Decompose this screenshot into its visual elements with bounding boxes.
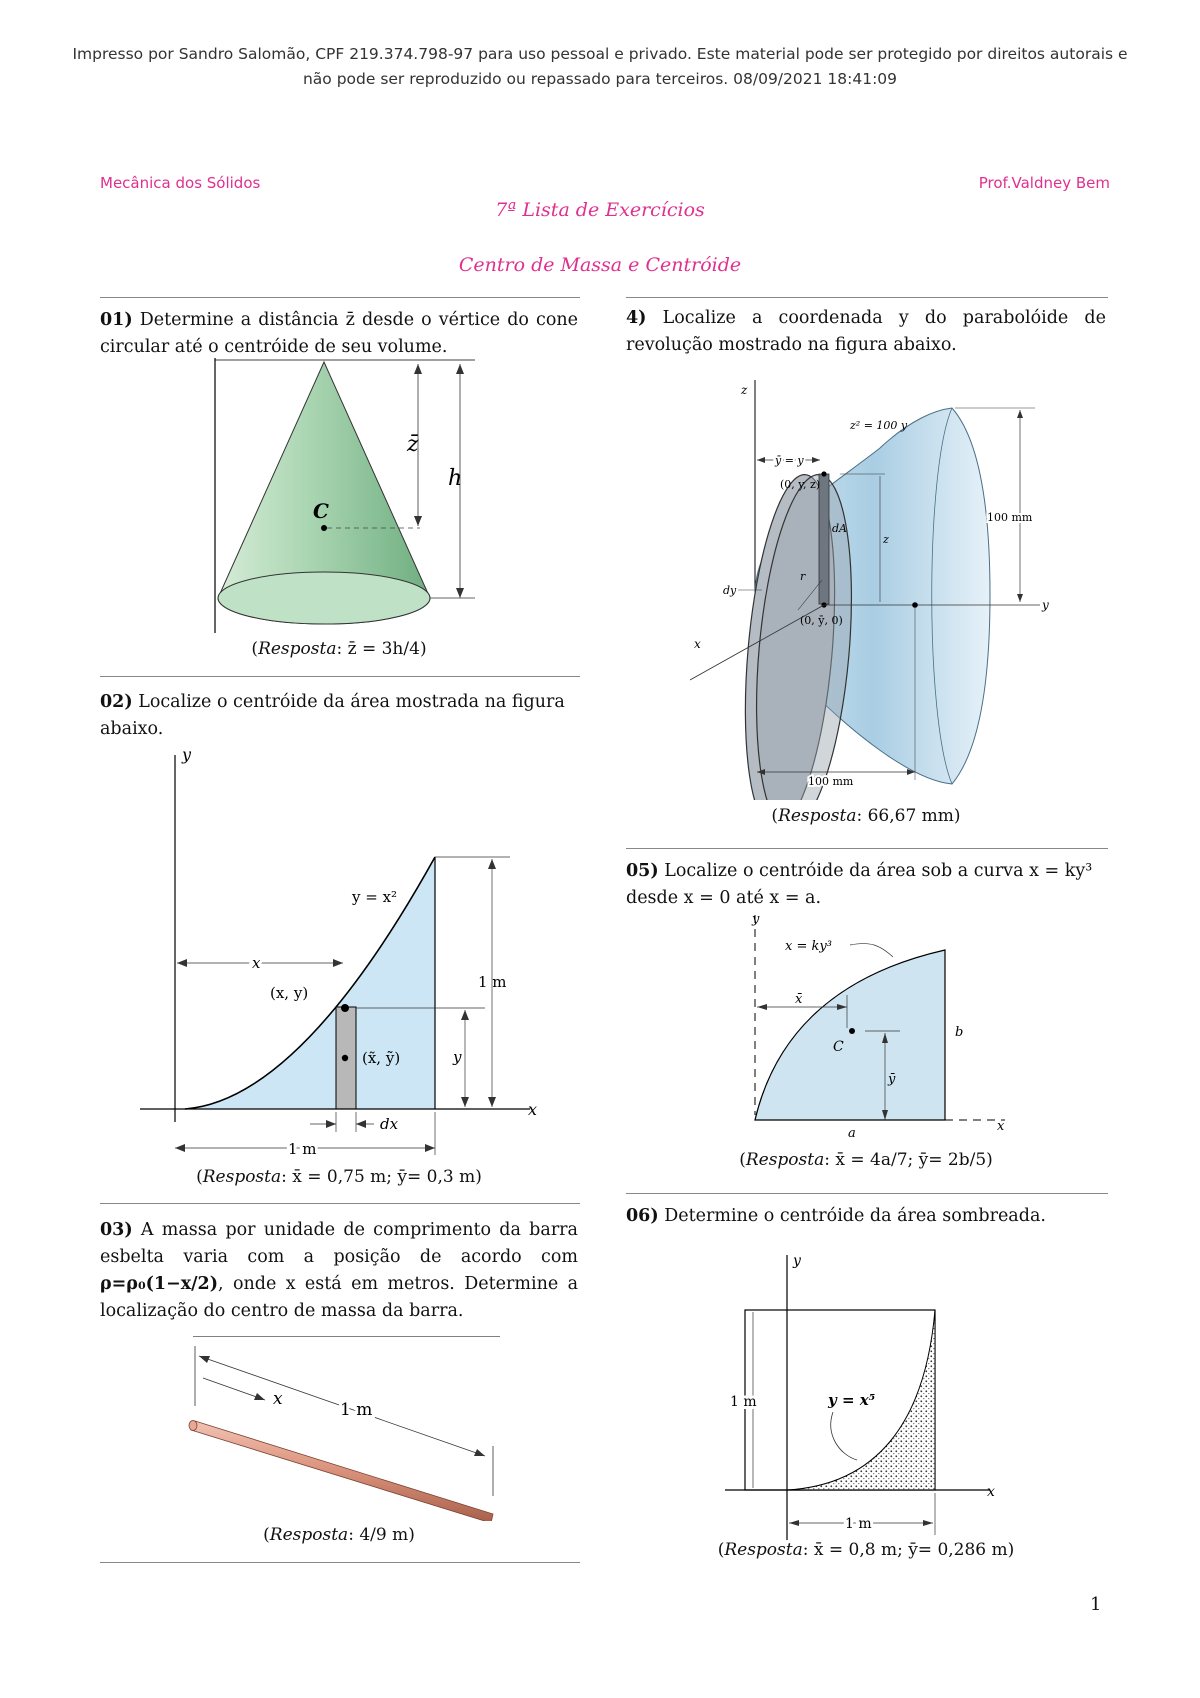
problem-04: [626, 305, 1106, 359]
problem-03: [100, 1217, 578, 1325]
label-100mm-width: 100 mm: [808, 775, 854, 788]
paraboloid-figure: [690, 380, 1060, 800]
area-ky3-figure: [745, 915, 1015, 1140]
problem-text: Determine a distância z̄ desde o vértice do cone circular até o centróide de seu volume.: [100, 310, 578, 357]
problem-number: 4): [626, 308, 647, 328]
rule-right-1: [626, 848, 1108, 849]
label-1m: 1 m: [340, 1400, 373, 1420]
watermark-line-2: não pode ser reproduzido ou repassado para terceiros. 08/09/2021 18:41:09: [302, 70, 898, 88]
label-centroid-element: (x̃, ỹ): [362, 1049, 401, 1067]
problem-text: Determine o centróide da área sombreada.: [664, 1206, 1046, 1226]
axis-label-z: z: [741, 383, 748, 397]
answer-03: (Resposta: 4/9 m): [263, 1525, 415, 1545]
label-dy: dy: [723, 584, 737, 597]
axis-label-x: x: [987, 1484, 995, 1500]
problem-06: [626, 1203, 1106, 1230]
label-c: C: [313, 499, 329, 523]
label-point-xy: (x, y): [270, 984, 309, 1002]
answer-01: (Resposta: z̄ = 3h/4): [251, 639, 427, 659]
rule-left-top: [100, 297, 580, 298]
label-xbar: x̄: [795, 992, 803, 1007]
axis-label-y: y: [182, 745, 192, 764]
rule-left-bottom: [100, 1562, 580, 1563]
problem-number: 03): [100, 1220, 133, 1240]
problem-05: [626, 858, 1106, 912]
axis-label-y: y: [1042, 598, 1049, 612]
label-z-height: z: [883, 533, 889, 546]
answer-06: (Resposta: x̄ = 0,8 m; ȳ= 0,286 m): [717, 1540, 1015, 1560]
rule-right-top: [626, 297, 1108, 298]
axis-label-x: x: [997, 1119, 1005, 1134]
problem-number: 02): [100, 692, 133, 712]
label-1m-height: 1 m: [478, 973, 507, 991]
rule-right-2: [626, 1193, 1108, 1194]
label-point: (0, y, z): [780, 478, 821, 491]
problem-number: 06): [626, 1206, 659, 1226]
axis-label-x: x: [528, 1100, 538, 1119]
problem-02: [100, 689, 578, 743]
answer-05: (Resposta: x̄ = 4a/7; ȳ= 2b/5): [739, 1150, 993, 1170]
watermark-line-1: Impresso por Sandro Salomão, CPF 219.374.798-97 para uso pessoal e privado. Este material pode ser protegido por direitos autorais e: [72, 45, 1128, 63]
rule-left-1: [100, 676, 580, 677]
watermark: [0, 42, 1200, 92]
page-number: 1: [1090, 1594, 1102, 1615]
label-dx: dx: [380, 1115, 399, 1133]
label-1m-height: 1 m: [730, 1394, 757, 1410]
axis-label-y: y: [793, 1255, 801, 1269]
area-x2-figure: [140, 740, 550, 1160]
problem-number: 05): [626, 861, 659, 881]
problem-number: 01): [100, 310, 133, 330]
course-name: Mecânica dos Sólidos: [100, 174, 261, 192]
label-y-height: y: [453, 1048, 462, 1066]
rule-left-2: [100, 1203, 580, 1204]
page-title: 7ª Lista de Exercícios: [495, 199, 705, 221]
problem-text-a: A massa por unidade de comprimento da barra esbelta varia com a posição de acordo com: [100, 1220, 578, 1267]
rod-figure: [185, 1336, 505, 1521]
label-da: dA: [832, 522, 847, 535]
label-curve: y = x²: [352, 888, 398, 906]
answer-02: (Resposta: x̄ = 0,75 m; ȳ= 0,3 m): [196, 1167, 482, 1187]
label-r: r: [800, 570, 806, 583]
label-equation: z² = 100 y: [850, 419, 908, 432]
problem-01: [100, 307, 578, 361]
problem-text: Localize a coordenada y do parabolóide de revolução mostrado na figura abaixo.: [626, 308, 1106, 355]
label-centroid-point: (0, ȳ, 0): [800, 614, 843, 627]
problem-text-b: , onde x está em metros. Determine a localização do centro de massa da barra.: [100, 1274, 578, 1321]
label-x: x: [273, 1389, 283, 1409]
label-curve: y = x⁵: [828, 1391, 876, 1409]
page-subtitle: Centro de Massa e Centróide: [458, 254, 742, 276]
label-curve: x = ky³: [785, 939, 832, 954]
answer-04: (Resposta: 66,67 mm): [771, 806, 961, 826]
label-h: h: [448, 466, 463, 491]
cone-figure: [205, 358, 500, 633]
label-x-dist: x: [252, 954, 261, 972]
label-ybar: ȳ: [888, 1072, 896, 1087]
problem-text: Localize o centróide da área mostrada na figura abaixo.: [100, 692, 565, 739]
axis-label-y: y: [752, 915, 760, 927]
label-zbar: z̄: [407, 432, 419, 457]
problem-text: Localize o centróide da área sob a curva x = ky³ desde x = 0 até x = a.: [626, 861, 1093, 908]
label-ybar-eq: ȳ = y: [775, 454, 804, 467]
label-1m-width: 1 m: [288, 1140, 317, 1158]
density-formula: ρ=ρ₀(1−x/2): [100, 1274, 219, 1294]
label-b: b: [955, 1025, 964, 1040]
label-100mm-height: 100 mm: [987, 511, 1033, 524]
label-1m-width: 1 m: [845, 1516, 872, 1532]
label-c: C: [833, 1039, 844, 1055]
area-x5-figure: [725, 1255, 1015, 1540]
label-a: a: [848, 1126, 856, 1140]
axis-label-x: x: [694, 637, 701, 651]
professor-name: Prof.Valdney Bem: [978, 174, 1110, 192]
